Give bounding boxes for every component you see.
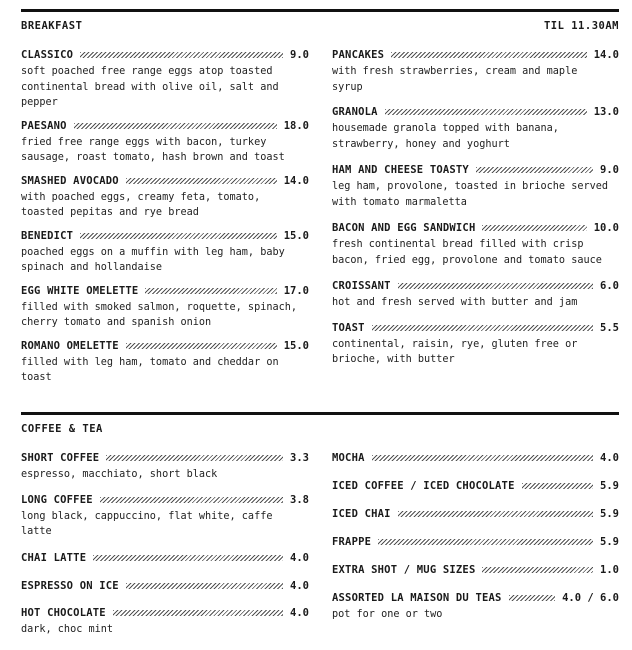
menu-item-line bbox=[332, 319, 619, 337]
menu-item-name: BENEDICT bbox=[21, 229, 74, 242]
menu-item-price: 4.0 / 6.0 bbox=[562, 592, 619, 604]
menu-item-name: FRAPPE bbox=[332, 536, 372, 548]
menu-item-name: CHAI LATTE bbox=[21, 551, 87, 564]
dotted-leader bbox=[126, 343, 277, 349]
menu-item bbox=[332, 103, 619, 152]
menu-item-price: 4.0 bbox=[290, 606, 309, 619]
menu-item-price: 17.0 bbox=[283, 284, 309, 297]
dotted-leader bbox=[378, 539, 593, 545]
menu-item-name: ROMANO OMELETTE bbox=[21, 339, 119, 352]
menu-item bbox=[21, 117, 309, 166]
menu-item bbox=[332, 219, 619, 268]
coffee-right-column bbox=[332, 449, 619, 637]
breakfast-section bbox=[21, 9, 619, 386]
coffee-header bbox=[21, 418, 619, 440]
menu-item-price: 3.8 bbox=[290, 493, 309, 506]
menu-item-price: 14.0 bbox=[283, 174, 309, 187]
coffee-left-column bbox=[21, 449, 309, 637]
menu-item-price: 5.9 bbox=[600, 508, 619, 520]
menu-item bbox=[332, 477, 619, 495]
menu-item-line bbox=[332, 477, 619, 495]
menu-item-name: LONG COFFEE bbox=[21, 493, 93, 506]
menu-item-line bbox=[21, 282, 309, 300]
dotted-leader bbox=[372, 455, 593, 461]
menu-item bbox=[21, 491, 309, 540]
menu-item-name: HAM AND CHEESE TOASTY bbox=[332, 164, 469, 176]
menu-item-description: leg ham, provolone, toasted in brioche served with tomato marmaletta bbox=[332, 181, 609, 208]
dotted-leader bbox=[74, 123, 277, 129]
menu-item-description: pot for one or two bbox=[332, 609, 443, 620]
menu-item-price: 1.0 bbox=[600, 564, 619, 576]
menu-item-description: hot and fresh served with butter and jam bbox=[332, 297, 578, 308]
menu-item-price: 5.9 bbox=[600, 536, 619, 548]
menu-item-price: 10.0 bbox=[593, 222, 619, 234]
menu-item-line bbox=[332, 219, 619, 237]
menu-item-price: 14.0 bbox=[593, 49, 619, 61]
menu-item-price: 5.9 bbox=[600, 480, 619, 492]
breakfast-columns bbox=[21, 46, 619, 386]
menu-item-price: 4.0 bbox=[290, 579, 309, 592]
menu-item-price: 15.0 bbox=[283, 339, 309, 352]
coffee-section bbox=[21, 412, 619, 637]
menu-item-line bbox=[21, 337, 309, 355]
menu-item bbox=[332, 505, 619, 523]
menu-item-line bbox=[21, 449, 309, 467]
menu-item-name: BACON AND EGG SANDWICH bbox=[332, 222, 476, 234]
dotted-leader bbox=[126, 178, 277, 184]
menu-item-line bbox=[21, 46, 309, 64]
menu-item bbox=[332, 277, 619, 311]
menu-item-name: PAESANO bbox=[21, 119, 67, 132]
menu-item-description: filled with smoked salmon, roquette, spinach, cherry tomato and spanish onion bbox=[21, 301, 298, 328]
menu-item bbox=[332, 589, 619, 623]
menu-item-description: fresh continental bread filled with crisp bacon, fried egg, provolone and tomato sauce bbox=[332, 239, 602, 266]
menu-item-name: EGG WHITE OMELETTE bbox=[21, 284, 139, 297]
dotted-leader bbox=[126, 583, 283, 589]
dotted-leader bbox=[93, 555, 283, 561]
menu-item-description: with poached eggs, creamy feta, tomato, toasted pepitas and rye bread bbox=[21, 191, 261, 218]
coffee-top-rule bbox=[21, 412, 619, 415]
dotted-leader bbox=[398, 283, 593, 289]
menu-item bbox=[21, 46, 309, 111]
menu-item-price: 9.0 bbox=[600, 164, 619, 176]
dotted-leader bbox=[385, 109, 587, 115]
dotted-leader bbox=[482, 225, 586, 231]
menu-item-name: SHORT COFFEE bbox=[21, 452, 100, 464]
menu-item-line bbox=[332, 103, 619, 121]
menu-item-price: 6.0 bbox=[600, 280, 619, 292]
menu-item-name: CROISSANT bbox=[332, 280, 391, 292]
menu-item-line bbox=[332, 277, 619, 295]
breakfast-right-column bbox=[332, 46, 619, 386]
menu-item bbox=[21, 577, 309, 595]
menu-item bbox=[332, 449, 619, 467]
dotted-leader bbox=[80, 233, 277, 239]
menu-item-line bbox=[21, 577, 309, 595]
menu-item-price: 3.3 bbox=[290, 452, 309, 464]
menu-item-description: long black, cappuccino, flat white, caffe latte bbox=[21, 510, 273, 537]
menu-item-name: EXTRA SHOT / MUG SIZES bbox=[332, 564, 476, 576]
menu-item-price: 4.0 bbox=[600, 452, 619, 464]
dotted-leader bbox=[100, 497, 283, 503]
dotted-leader bbox=[113, 610, 283, 616]
dotted-leader bbox=[145, 288, 276, 294]
menu-item-line bbox=[21, 604, 309, 622]
menu-item-price: 4.0 bbox=[290, 551, 309, 564]
menu-item-line bbox=[21, 172, 309, 190]
menu-item-price: 15.0 bbox=[283, 229, 309, 242]
breakfast-header bbox=[21, 15, 619, 37]
menu-item-price: 18.0 bbox=[283, 119, 309, 132]
menu-item bbox=[21, 282, 309, 331]
menu-item-price: 9.0 bbox=[290, 49, 309, 61]
menu-item bbox=[332, 561, 619, 579]
menu-item-name: ICED CHAI bbox=[332, 508, 391, 520]
menu-item-description: soft poached free range eggs atop toasted continental bread with olive oil, salt and pepper bbox=[21, 66, 279, 108]
menu-item bbox=[332, 319, 619, 368]
menu-item-line bbox=[332, 161, 619, 179]
menu-item-description: housemade granola topped with banana, strawberry, honey and yoghurt bbox=[332, 123, 559, 150]
menu-item-name: HOT CHOCOLATE bbox=[21, 606, 106, 619]
menu-item bbox=[21, 549, 309, 567]
dotted-leader bbox=[80, 52, 283, 58]
menu-item-description: with fresh strawberries, cream and maple syrup bbox=[332, 66, 578, 93]
menu-item bbox=[21, 172, 309, 221]
menu-item-line bbox=[21, 549, 309, 567]
coffee-columns bbox=[21, 449, 619, 637]
menu-item-line bbox=[21, 117, 309, 135]
menu-item-description: dark, choc mint bbox=[21, 623, 114, 635]
menu-item-line bbox=[332, 46, 619, 64]
menu-item-description: poached eggs on a muffin with leg ham, baby spinach and hollandaise bbox=[21, 246, 285, 273]
dotted-leader bbox=[398, 511, 593, 517]
menu-item-name: MOCHA bbox=[332, 452, 365, 464]
menu-item bbox=[21, 227, 309, 276]
menu-item-name: ESPRESSO ON ICE bbox=[21, 579, 119, 592]
menu-item bbox=[21, 337, 309, 386]
menu-item bbox=[332, 161, 619, 210]
menu-item-name: ICED COFFEE / ICED CHOCOLATE bbox=[332, 480, 515, 492]
dotted-leader bbox=[372, 325, 593, 331]
menu-item-name: GRANOLA bbox=[332, 106, 378, 118]
breakfast-title: BREAKFAST bbox=[21, 20, 83, 32]
menu-item bbox=[332, 533, 619, 551]
menu-item-line bbox=[21, 227, 309, 245]
dotted-leader bbox=[482, 567, 593, 573]
menu-item bbox=[21, 604, 309, 638]
menu-item bbox=[21, 449, 309, 483]
coffee-title: COFFEE & TEA bbox=[21, 423, 103, 435]
menu-item-name: TOAST bbox=[332, 321, 365, 334]
menu-item-description: fried free range eggs with bacon, turkey sausage, roast tomato, hash brown and toast bbox=[21, 136, 285, 163]
dotted-leader bbox=[522, 483, 593, 489]
menu-item-line bbox=[332, 589, 619, 607]
dotted-leader bbox=[509, 595, 556, 601]
menu-item-name: CLASSICO bbox=[21, 49, 74, 61]
menu-item-line bbox=[332, 533, 619, 551]
menu-item-line bbox=[21, 491, 309, 509]
menu-item-line bbox=[332, 505, 619, 523]
menu-item-line bbox=[332, 561, 619, 579]
dotted-leader bbox=[391, 52, 587, 58]
dotted-leader bbox=[476, 167, 593, 173]
breakfast-top-rule bbox=[21, 9, 619, 12]
breakfast-left-column bbox=[21, 46, 309, 386]
menu-item-name: ASSORTED LA MAISON DU TEAS bbox=[332, 592, 502, 604]
menu-item-description: continental, raisin, rye, gluten free or brioche, with butter bbox=[332, 338, 578, 365]
menu-item-name: SMASHED AVOCADO bbox=[21, 174, 119, 187]
menu-item-description: filled with leg ham, tomato and cheddar on toast bbox=[21, 356, 279, 383]
menu-item-price: 5.5 bbox=[600, 321, 619, 334]
menu-item bbox=[332, 46, 619, 95]
menu-item-price: 13.0 bbox=[593, 106, 619, 118]
dotted-leader bbox=[106, 455, 283, 461]
breakfast-hours: TIL 11.30AM bbox=[543, 20, 619, 32]
menu-item-name: PANCAKES bbox=[332, 49, 385, 61]
menu-item-line bbox=[332, 449, 619, 467]
menu-item-description: espresso, macchiato, short black bbox=[21, 469, 218, 480]
